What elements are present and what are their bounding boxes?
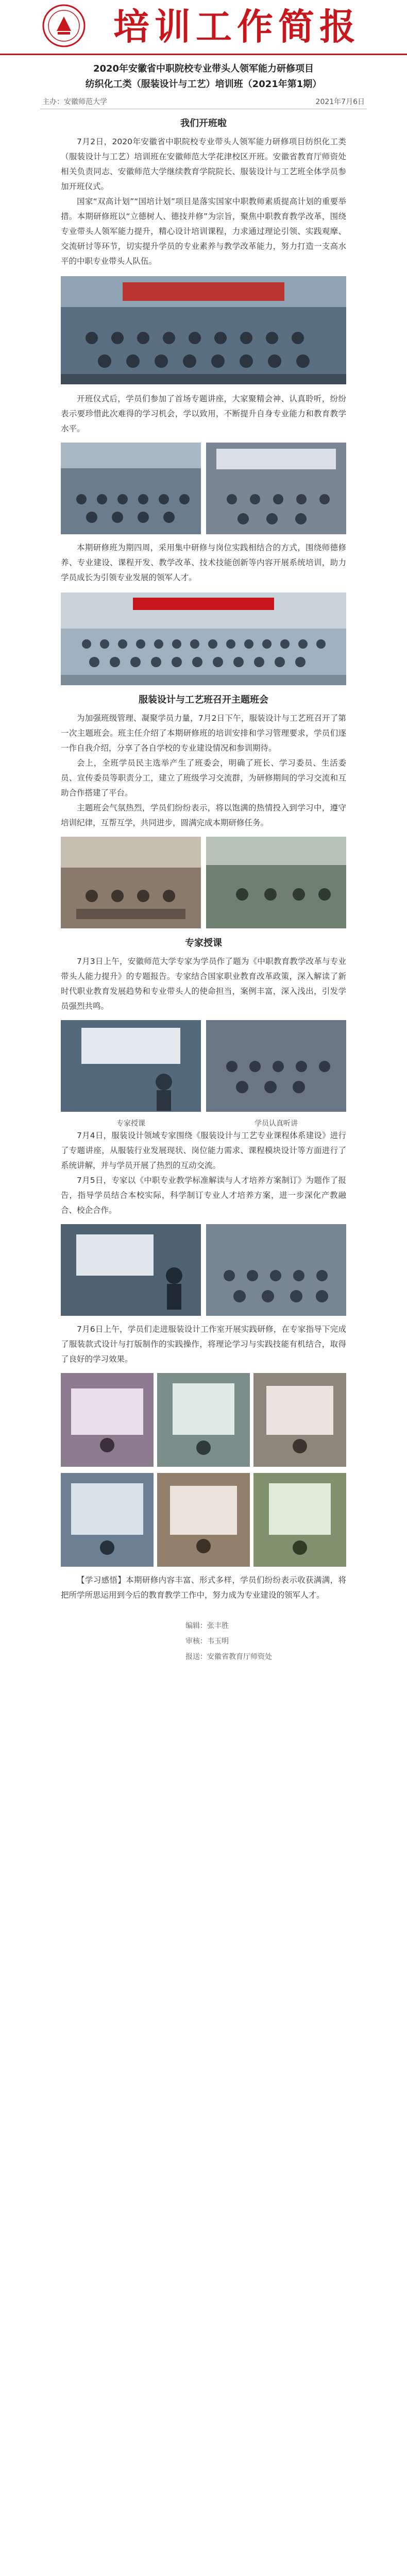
photo-row bbox=[61, 837, 346, 928]
expert-lecture-photo bbox=[206, 1224, 346, 1316]
paragraph: 7月6日上午，学员们走进服装设计工作室开展实践研修，在专家指导下完成了服装款式设计与打版制作的实践操作，将理论学习与实践技能有机结合，取得了良好的学习效果。 bbox=[61, 1325, 346, 1364]
class-meeting-photo bbox=[61, 837, 201, 928]
section-class-meeting bbox=[0, 711, 407, 831]
sponsor: 主办：安徽师范大学 bbox=[42, 98, 107, 106]
photo-row bbox=[61, 1373, 346, 1467]
practice-photo bbox=[61, 1373, 154, 1467]
paragraph: 7月4日，服装设计领域专家围绕《服装设计与工艺专业课程体系建设》进行了专题讲座，从服装行业发展现状、岗位能力需求、课程模块设计等方面进行了系统讲解，并与学员开展了热烈的互动交流。 bbox=[61, 1131, 346, 1170]
university-seal-icon bbox=[42, 4, 86, 47]
photo-captions bbox=[61, 1118, 346, 1128]
photo-row bbox=[61, 1473, 346, 1567]
photo-row bbox=[61, 1224, 346, 1316]
issue-date: 2021年7月6日 bbox=[315, 98, 365, 106]
lecture-photo bbox=[61, 443, 201, 534]
paragraph: 7月3日上午，安徽师范大学专家为学员作了题为《中职教育教学改革与专业带头人能力提升》的专题报告。专家结合国家职业教育改革政策，深入解读了新时代职业教育发展趋势和专业带头人的使命担当，案例丰富，深入浅出，引发学员强烈共鸣。 bbox=[61, 957, 346, 1011]
photo-caption: 学员认真听讲 bbox=[255, 1120, 298, 1128]
section-experts-cont bbox=[0, 1128, 407, 1218]
masthead-title: 培训工作简报 bbox=[113, 5, 361, 48]
paragraph: 会上，全班学员民主选举产生了班委会，明确了班长、学习委员、生活委员、宣传委员等职责分工，建立了班级学习交流群，为研修期间的学习交流和互助合作搭建了平台。 bbox=[61, 758, 346, 798]
section-heading-experts: 专家授课 bbox=[185, 938, 222, 948]
photo-row bbox=[61, 1020, 346, 1112]
issue-title-line2: 纺织化工类（服装设计与工艺）培训班（2021年第1期） bbox=[85, 79, 322, 90]
paragraph: 【学习感悟】本期研修内容丰富、形式多样，学员们纷纷表示收获满满，将把所学所思运用到今后的教育教学工作中，努力成为专业建设的领军人才。 bbox=[61, 1575, 346, 1600]
class-meeting-photo bbox=[206, 837, 346, 928]
meta-bar bbox=[0, 94, 407, 109]
expert-lecture-photo bbox=[61, 1224, 201, 1316]
expert-lecture-photo bbox=[206, 1020, 346, 1112]
opening-ceremony-photo bbox=[61, 276, 346, 384]
practice-photo bbox=[61, 1473, 154, 1567]
report-to: 报送：安徽省教育厅师资处 bbox=[185, 1653, 272, 1661]
practice-photo bbox=[157, 1373, 250, 1467]
issue-title-line1: 2020年安徽省中职院校专业带头人领军能力研修项目 bbox=[93, 63, 314, 74]
paragraph: 7月5日，专家以《中职专业教学标准解读与人才培养方案制订》为题作了报告，指导学员结合本校实际，科学制订专业人才培养方案，进一步深化产教融合、校企合作。 bbox=[61, 1176, 346, 1215]
practice-photo bbox=[253, 1473, 346, 1567]
editor: 编辑：张丰胜 bbox=[185, 1622, 229, 1630]
reviewer: 审核：韦玉明 bbox=[185, 1637, 229, 1646]
paragraph: 本期研修班为期四周，采用集中研修与岗位实践相结合的方式，围绕师德修养、专业建设、课程开发、教学改革、技术技能创新等内容开展系统培训，助力学员成长为引领专业发展的领军人才。 bbox=[61, 543, 346, 582]
section-reflection bbox=[0, 1573, 407, 1603]
section-opening bbox=[0, 134, 407, 269]
section-experts bbox=[0, 954, 407, 1014]
paragraph: 为加强班级管理、凝聚学员力量，7月2日下午，服装设计与工艺班召开了第一次主题班会。班主任介绍了本期研修班的培训安排和学习管理要求，学员们逐一作自我介绍，分享了各自学校的专业建设情况和参训期待。 bbox=[61, 714, 346, 753]
section-heading-opening: 我们开班啦 bbox=[180, 118, 227, 129]
section-opening-cont bbox=[0, 392, 407, 436]
expert-lecture-photo bbox=[61, 1020, 201, 1112]
photo-caption: 专家授课 bbox=[116, 1120, 145, 1128]
section-experts-cont2 bbox=[0, 1322, 407, 1367]
practice-photo bbox=[253, 1373, 346, 1467]
lecture-photo bbox=[206, 443, 346, 534]
paragraph: 7月2日，2020年安徽省中职院校专业带头人领军能力研修项目纺织化工类（服装设计与工艺）培训班在安徽师范大学花津校区开班。安徽省教育厅师资处相关负责同志、安徽师范大学继续教育学院院长、服装设计与工艺班全体学员参加开班仪式。 bbox=[61, 137, 346, 191]
practice-photo bbox=[157, 1473, 250, 1567]
group-photo bbox=[61, 592, 346, 685]
paragraph: 主题班会气氛热烈，学员们纷纷表示，将以饱满的热情投入到学习中，遵守培训纪律，互帮互学，共同进步，圆满完成本期研修任务。 bbox=[61, 803, 346, 827]
section-opening-cont2 bbox=[0, 540, 407, 585]
signature-block bbox=[0, 1618, 407, 1665]
paragraph: 开班仪式后，学员们参加了首场专题讲座，大家聚精会神、认真聆听，纷纷表示要珍惜此次难得的学习机会，学以致用，不断提升自身专业能力和教育教学水平。 bbox=[61, 394, 346, 433]
section-heading-class-meeting: 服装设计与工艺班召开主题班会 bbox=[139, 694, 268, 705]
photo-row bbox=[61, 443, 346, 534]
masthead-header bbox=[0, 0, 407, 55]
paragraph: 国家“双高计划”“国培计划”项目是落实国家中职教师素质提高计划的重要举措。本期研修班以“立德树人、德技并修”为宗旨，聚焦中职教育教学改革，围绕专业带头人领军能力提升，精心设计培训课程，力求通过理论引领、实践观摩、交流研讨等环节，切实提升学员的专业素养与教学改革能力，努力打造一支高水平的中职专业带头人队伍。 bbox=[61, 197, 346, 266]
